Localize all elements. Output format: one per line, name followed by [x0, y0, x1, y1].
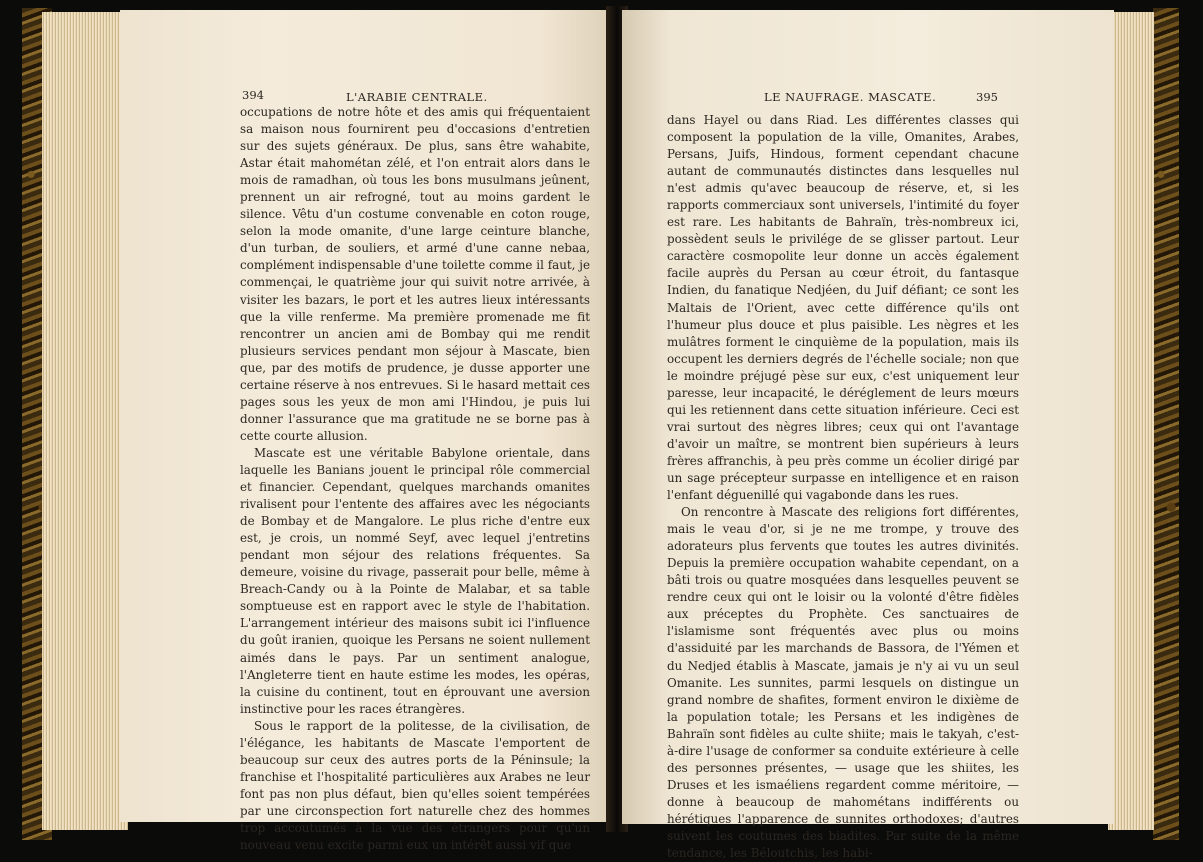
paragraph: Sous le rapport de la politesse, de la civilisation, de l'élégance, les habitants de Mascate l'emportent de beaucoup sur ceux des autres ports de la Péninsule; la franchise et l'hospitalité particulières aux Arabes ne leur font pas non plus défaut, bien qu'elles soient tempérées par une circonspection fort naturelle chez des hommes trop accoutumés à la vue des étrangers pour qu'un nouveau venu excite parmi eux un intérêt aussi vif que [240, 718, 590, 853]
left-page [120, 10, 614, 853]
page-edges-left [42, 12, 128, 830]
running-title: LE NAUFRAGE. MASCATE. [764, 90, 937, 104]
page-number: 394 [242, 88, 264, 102]
marbled-cover-right [1153, 8, 1179, 840]
page-edges-right [1108, 12, 1154, 830]
page-number: 395 [976, 90, 998, 104]
body-text [240, 104, 590, 854]
right-page [622, 10, 1114, 861]
running-title: L'ARABIE CENTRALE. [346, 90, 488, 104]
paragraph: dans Hayel ou dans Riad. Les différentes classes qui composent la population de la ville, Omanites, Arabes, Persans, Juifs, Hindous, forment cependant chacune autant de communautés distinctes dans lesquelles nul n'est admis qu'avec beaucoup de réserve, et, si les rapports commerciaux sont universels, l'intimité du foyer est rare. Les habitants de Bahraïn, très-nombreux ici, possèdent seuls le privilége de se glisser partout. Leur caractère cosmopolite leur donne un accès également facile auprès du Persan au cœur étroit, du fantasque Indien, du fanatique Nedjéen, du Juif défiant; ce sont les Maltais de l'Orient, avec cette différence qu'ils ont l'humeur plus douce et plus paisible. Les nègres et les mulâtres forment le cinquième de la population, mais ils occupent les derniers degrés de l'échelle sociale; non que le moindre préjugé pèse sur eux, c'est uniquement leur paresse, leur incapacité, le déréglement de leurs mœurs qui les retiennent dans cette situation inférieure. Ceci est vrai surtout des nègres libres; ceux qui ont l'avantage d'avoir un maître, se montrent bien supérieurs à leurs frères affranchis, à peu près comme un écolier dirigé par un sage précepteur surpasse en intelligence et en raison l'enfant déguenillé qui vagabonde dans les rues. [667, 113, 1019, 503]
paragraph: occupations de notre hôte et des amis qui fréquentaient sa maison nous fournirent peu d'occasions d'entretien sur des sujets généraux. De plus, sans être wahabite, Astar était mahométan zélé, et l'on entrait alors dans le mois de ramadhan, où tous les bons musulmans jeûnent, prennent un air refrogné, tout au moins gardent le silence. Vêtu d'un costume convenable en coton rouge, selon la mode omanite, d'une large ceinture blanche, d'un turban, de souliers, et armé d'une canne nebaa, complément indispensable d'une toilette comme il faut, je commençai, le quatrième jour qui suivit notre arrivée, à visiter les bazars, le port et les autres lieux intéressants que la ville renferme. Ma première promenade me fit rencontrer un ancien ami de Bombay qui me rendit plusieurs services pendant mon séjour à Mascate, bien que, par des motifs de prudence, je dusse apporter une certaine réserve à nos entrevues. Si le hasard mettait ces pages sous les yeux de mon ami l'Hindou, je puis lui donner l'assurance que ma gratitude ne se borne pas à cette courte allusion. [240, 105, 590, 443]
paragraph: On rencontre à Mascate des religions fort différentes, mais le veau d'or, si je ne me trompe, y trouve des adorateurs plus fervents que toutes les autres divinités. Depuis la première occupation wahabite cependant, on a bâti trois ou quatre mosquées dans lesquelles peuvent se rendre ceux qui ont le loisir ou la volonté d'être fidèles aux préceptes du Prophète. Ces sanctuaires de l'islamisme sont fréquentés avec plus ou moins d'assiduité par les marchands de Bassora, de l'Yémen et du Nedjed établis à Mascate, jamais je n'y ai vu un seul Omanite. Les sunnites, parmi lesquels on distingue un grand nombre de shafites, forment environ le dixième de la population totale; les Persans et les indigènes de Bahraïn sont fidèles au culte shiite; mais le takyah, c'est-à-dire l'usage de conformer sa conduite extérieure à celle des personnes présentes, — usage que les shiites, les Druses et les ismaéliens regardent comme méritoire, — donne à beaucoup de mahométans indifférents ou hérétiques l'apparence de sunnites orthodoxes; d'autres suivent les coutumes des biadites. Par suite de la même tendance, les Béloutchis, les habi- [667, 505, 1019, 861]
running-head [764, 90, 994, 104]
body-text [667, 112, 1019, 862]
paragraph: Mascate est une véritable Babylone orientale, dans laquelle les Banians jouent le principal rôle commercial et financier. Cependant, quelques marchands omanites rivalisent pour l'entente des affaires avec les négociants de Bombay et de Mangalore. Le plus riche d'entre eux est, je crois, un nommé Seyf, avec lequel j'entretins pendant mon séjour des relations fréquentes. Sa demeure, voisine du rivage, passerait pour belle, même à Breach-Candy ou à la Pointe de Malabar, et sa table somptueuse est en rapport avec le style de l'habitation. L'arrangement intérieur des maisons subit ici l'influence du goût iranien, quoique les Persans ne soient nullement aimés dans le pays. Par un sentiment analogue, l'Angleterre tient en haute estime les modes, les opéras, la cuisine du continent, tout en éprouvant une aversion instinctive pour les races étrangères. [240, 445, 590, 716]
